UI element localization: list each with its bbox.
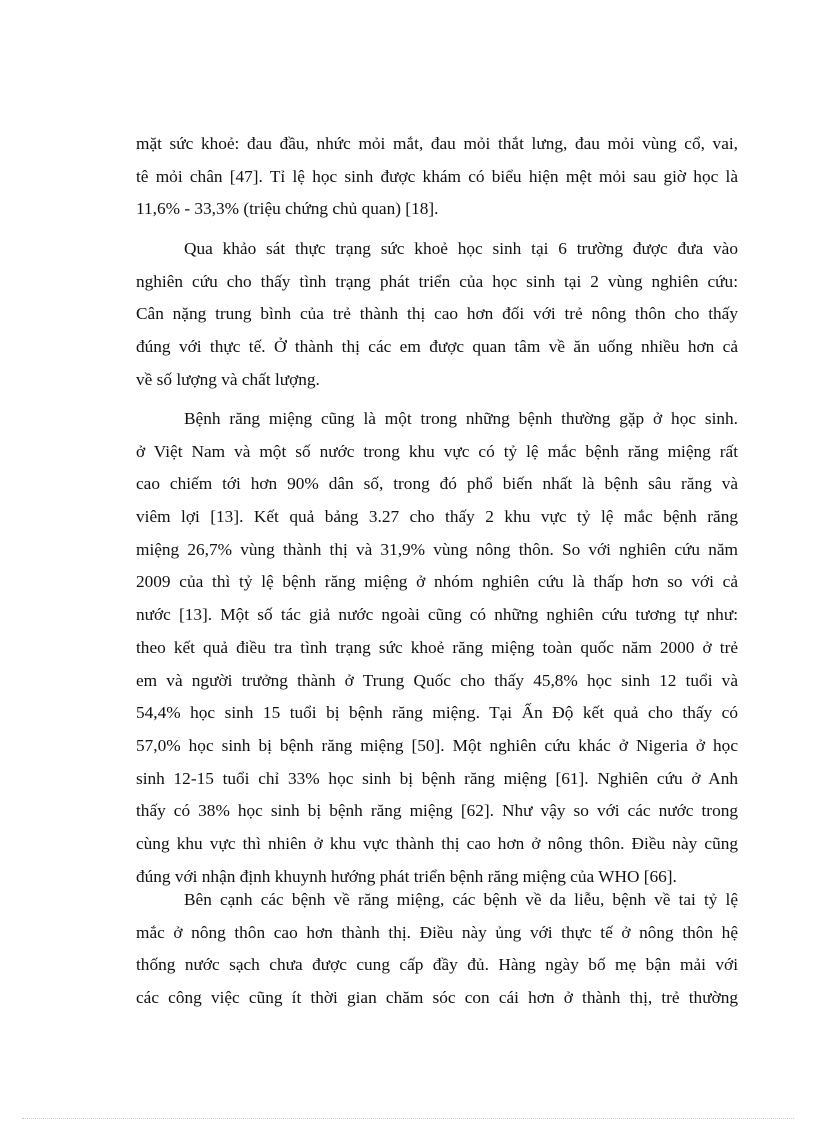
text-line: nghiên cứu cho thấy tình trạng phát triển của học sinh tại 2 vùng nghiên cứu: (136, 271, 738, 291)
text-line: đúng với nhận định khuynh hướng phát triển bệnh răng miệng của WHO [66]. (136, 866, 677, 886)
text-line: 57,0% học sinh bị bệnh răng miệng [50]. Một nghiên cứu khác ở Nigeria ở học (136, 735, 738, 755)
paragraph-health-survey (136, 233, 738, 396)
text-line: Bệnh răng miệng cũng là một trong những bệnh thường gặp ở học sinh. (184, 409, 738, 428)
text-line: 54,4% học sinh 15 tuổi bị bệnh răng miệng. Tại Ấn Độ kết quả cho thấy có (136, 703, 738, 723)
text-line: sinh 12-15 tuổi chỉ 33% học sinh bị bệnh răng miệng [61]. Nghiên cứu ở Anh (136, 768, 738, 788)
text-line: theo kết quả điều tra tình trạng sức khoẻ răng miệng toàn quốc năm 2000 ở trẻ (136, 637, 738, 657)
text-line: về số lượng và chất lượng. (136, 369, 320, 389)
text-line: em và người trưởng thành ở Trung Quốc cho thấy 45,8% học sinh 12 tuổi và (136, 670, 738, 690)
text-line: Bên cạnh các bệnh về răng miệng, các bệnh về da liễu, bệnh về tai tỷ lệ (184, 890, 738, 909)
paragraph-continuation (136, 128, 738, 226)
text-line: mặt sức khoẻ: đau đầu, nhức mỏi mắt, đau mỏi thắt lưng, đau mỏi vùng cổ, vai, (136, 134, 738, 153)
text-line: nước [13]. Một số tác giả nước ngoài cũng có những nghiên cứu tương tự như: (136, 605, 738, 625)
page-bottom-divider (22, 1118, 794, 1119)
text-line: viêm lợi [13]. Kết quả bảng 3.27 cho thấy 2 khu vực tỷ lệ mắc bệnh răng (136, 507, 738, 527)
text-line: 11,6% - 33,3% (triệu chứng chủ quan) [18]. (136, 199, 439, 219)
text-line: 2009 của thì tỷ lệ bệnh răng miệng ở nhóm nghiên cứu là thấp hơn so với cả (136, 572, 738, 592)
text-line: đúng với thực tế. Ở thành thị các em được quan tâm về ăn uống nhiều hơn cả (136, 337, 738, 357)
text-line: cao chiếm tới hơn 90% dân số, trong đó phổ biến nhất là bệnh sâu răng và (136, 474, 738, 494)
text-line: mắc ở nông thôn cao hơn thành thị. Điều này ủng với thực tế ở nông thôn hệ (136, 922, 738, 942)
text-line: miệng 26,7% vùng thành thị và 31,9% vùng nông thôn. So với nghiên cứu năm (136, 539, 738, 559)
text-line: cùng khu vực thì nhiên ở khu vực thành thị cao hơn ở nông thôn. Điều này cũng (136, 833, 738, 853)
paragraph-dental-disease (136, 403, 738, 893)
text-line: Cân nặng trung bình của trẻ thành thị cao hơn đối với trẻ nông thôn cho thấy (136, 304, 738, 324)
paragraph-other-diseases (136, 884, 738, 1015)
text-line: thống nước sạch chưa được cung cấp đầy đủ. Hàng ngày bố mẹ bận mải với (136, 955, 738, 975)
text-line: thấy có 38% học sinh bị bệnh răng miệng [62]. Như vậy so với các nước trong (136, 801, 738, 821)
text-line: ở Việt Nam và một số nước trong khu vực có tỷ lệ mắc bệnh răng miệng rất (136, 441, 738, 461)
text-line: tê mỏi chân [47]. Tỉ lệ học sinh được khám có biểu hiện mệt mỏi sau giờ học là (136, 166, 738, 186)
text-line: Qua khảo sát thực trạng sức khoẻ học sinh tại 6 trường được đưa vào (184, 239, 738, 258)
text-line: các công việc cũng ít thời gian chăm sóc con cái hơn ở thành thị, trẻ thường (136, 988, 738, 1008)
